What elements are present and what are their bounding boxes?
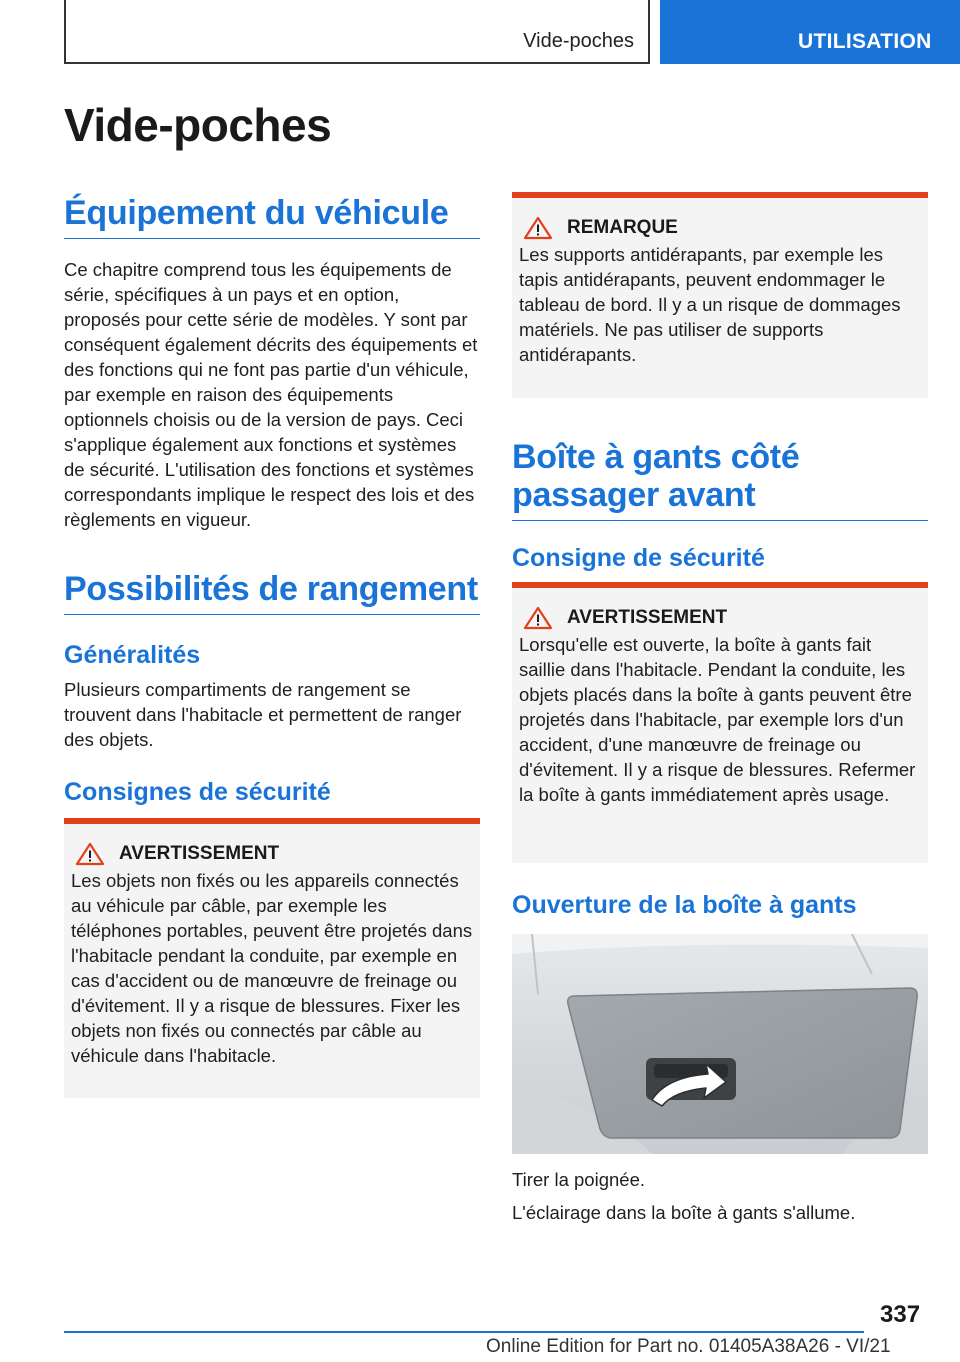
warning2-label: AVERTISSEMENT <box>567 607 728 628</box>
warning-triangle-icon <box>523 606 553 630</box>
heading-opening: Ouverture de la boîte à gants <box>512 891 857 919</box>
step-light-on: L'éclairage dans la boîte à gants s'allume. <box>512 1202 856 1223</box>
header-section-tab <box>64 0 650 64</box>
glovebox-drawing <box>512 934 928 1154</box>
general-paragraph: Plusieurs compartiments de rangement se trouvent dans l'habitacle et permettent de ranger des objets. <box>64 679 462 750</box>
note-text: Les supports antidérapants, par exemple les tapis antidérapants, peuvent endommager le tableau de bord. Il y a un risque de dommages matériels. Ne pas utiliser de supports antidérapants. <box>519 244 901 365</box>
heading-general: Généralités <box>64 641 201 669</box>
warning-label: AVERTISSEMENT <box>119 843 280 864</box>
warning-triangle-icon <box>75 842 105 866</box>
heading-glovebox: Boîte à gants côté passager avant <box>512 438 928 521</box>
heading-safety: Consignes de sécurité <box>64 778 331 806</box>
note-box <box>512 192 928 398</box>
warning-triangle-icon <box>523 216 553 240</box>
warning2-text: Lorsqu'elle est ouverte, la boîte à gants fait saillie dans l'habitacle. Pendant la conduite, les objets placés dans la boîte à gants peuvent être projetés dans l'habitacle, par exemple lors d'un accident, d'une manœuvre de freinage ou d'évitement. Il y a risque de blessures. Refermer la boîte à gants immédiatement après usage. <box>519 634 916 805</box>
header-chapter-tab <box>660 0 960 64</box>
section-title: Vide-poches <box>523 30 634 52</box>
heading-equipment: Équipement du véhicule <box>64 194 480 239</box>
heading-storage: Possibilités de rangement <box>64 570 480 615</box>
edition-text: Online Edition for Part no. 01405A38A26 - VI/21 <box>486 1336 891 1357</box>
note-label: REMARQUE <box>567 217 678 238</box>
note-box-head <box>523 216 921 240</box>
step-pull-handle: Tirer la poignée. <box>512 1169 645 1190</box>
glovebox-illustration <box>512 934 928 1154</box>
chapter-title: UTILISATION <box>798 30 932 53</box>
warning-box <box>64 818 480 1098</box>
footer-rule <box>64 1331 864 1333</box>
warning-box-head <box>75 842 473 866</box>
warning-box-2-head <box>523 606 921 630</box>
page-number: 337 <box>880 1301 921 1328</box>
warning-box-2 <box>512 582 928 863</box>
warning-text: Les objets non fixés ou les appareils connectés au véhicule par câble, par exemple les téléphones portables, peuvent être projetés dans l'habitacle pendant la conduite, par exemple en cas d'accident ou de manœuvre de freinage ou d'évitement. Il y a risque de blessures. Fixer les objets non fixés ou connectés par câble au véhicule dans l'habitacle. <box>71 870 473 1066</box>
heading-safety-instruction: Consigne de sécurité <box>512 544 765 572</box>
equipment-paragraph: Ce chapitre comprend tous les équipements de série, spécifiques à un pays et en option, proposés pour cette série de modèles. Y sont par conséquent également décrits des équipements et des fonctions qui ne font pas partie d'un véhicule, par exemple en raison des équipements optionnels choisis ou de la version de pays. Ceci s'applique également aux fonctions et systèmes de sécurité. L'utilisation des fonctions et systèmes correspondants implique le respect des lois et des règlements en vigueur. <box>64 259 478 530</box>
page-title: Vide-poches <box>64 99 332 151</box>
